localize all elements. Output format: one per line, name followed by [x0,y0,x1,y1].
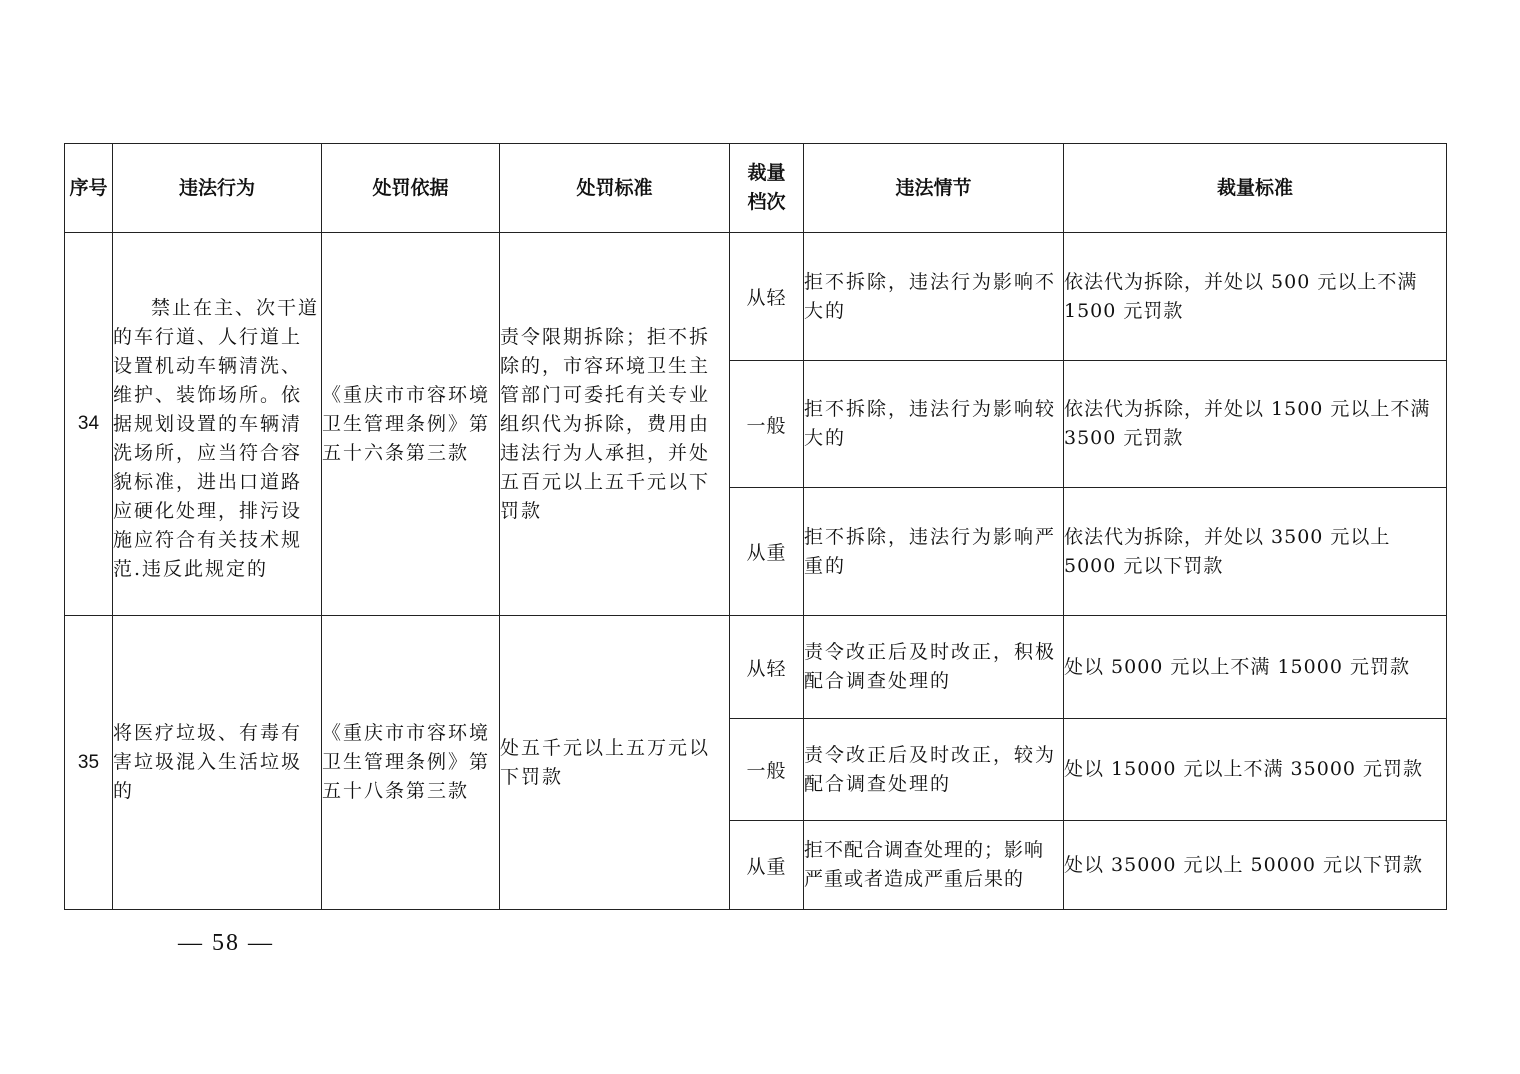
row-violation: 将医疗垃圾、有毒有害垃圾混入生活垃圾的 [113,616,322,910]
header-basis: 处罚依据 [322,144,500,233]
tier-circumstance: 责令改正后及时改正，较为配合调查处理的 [804,719,1064,821]
tier-circumstance: 责令改正后及时改正，积极配合调查处理的 [804,616,1064,719]
row-seq: 34 [65,233,113,616]
tier-circumstance: 拒不配合调查处理的；影响严重或者造成严重后果的 [804,821,1064,910]
header-standard: 处罚标准 [500,144,730,233]
tier-circumstance: 拒不拆除，违法行为影响较大的 [804,361,1064,488]
tier-discretion: 处以 35000 元以上 50000 元以下罚款 [1064,821,1447,910]
table-header-row [65,144,1447,233]
tier-discretion: 依法代为拆除，并处以 500 元以上不满 1500 元罚款 [1064,233,1447,361]
header-circumstance: 违法情节 [804,144,1064,233]
tier-level: 一般 [730,361,804,488]
table-row [65,233,1447,361]
tier-discretion: 处以 5000 元以上不满 15000 元罚款 [1064,616,1447,719]
tier-discretion: 依法代为拆除，并处以 3500 元以上 5000 元以下罚款 [1064,488,1447,616]
tier-level: 从重 [730,488,804,616]
row-basis: 《重庆市市容环境卫生管理条例》第五十六条第三款 [322,233,500,616]
penalty-discretion-table [64,143,1447,910]
tier-level: 从轻 [730,616,804,719]
row-violation: 禁止在主、次干道的车行道、人行道上设置机动车辆清洗、维护、装饰场所。依据规划设置的车辆清洗场所，应当符合容貌标准，进出口道路应硬化处理，排污设施应符合有关技术规范.违反此规定的 [113,233,322,616]
row-seq: 35 [65,616,113,910]
row-standard: 处五千元以上五万元以下罚款 [500,616,730,910]
tier-discretion: 处以 15000 元以上不满 35000 元罚款 [1064,719,1447,821]
table-row [65,616,1447,719]
tier-discretion: 依法代为拆除，并处以 1500 元以上不满 3500 元罚款 [1064,361,1447,488]
row-standard: 责令限期拆除；拒不拆除的，市容环境卫生主管部门可委托有关专业组织代为拆除，费用由违法行为人承担，并处五百元以上五千元以下罚款 [500,233,730,616]
tier-circumstance: 拒不拆除，违法行为影响严重的 [804,488,1064,616]
header-level: 裁量档次 [730,144,804,233]
row-basis: 《重庆市市容环境卫生管理条例》第五十八条第三款 [322,616,500,910]
header-discretion: 裁量标准 [1064,144,1447,233]
tier-level: 一般 [730,719,804,821]
tier-circumstance: 拒不拆除，违法行为影响不大的 [804,233,1064,361]
header-violation: 违法行为 [113,144,322,233]
tier-level: 从轻 [730,233,804,361]
page-number: — 58 — [178,930,274,956]
header-seq: 序号 [65,144,113,233]
tier-level: 从重 [730,821,804,910]
